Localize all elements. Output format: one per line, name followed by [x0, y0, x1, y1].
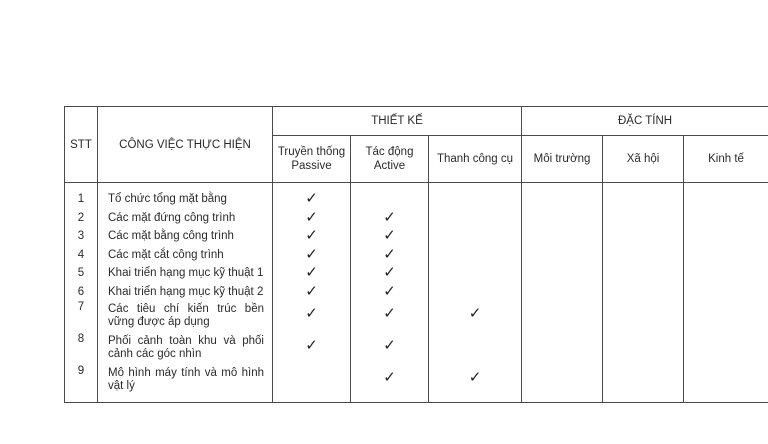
check-icon: ✓ — [383, 282, 396, 300]
row-task: Các tiêu chí kiến trúc bền vững được áp dụng — [108, 303, 264, 328]
check-icon: ✓ — [305, 245, 318, 263]
row-task: Các mặt bằng công trình — [108, 230, 234, 242]
header-stt: STT — [65, 107, 98, 183]
table-row — [98, 333, 272, 365]
check-icon: ✓ — [383, 227, 396, 244]
check-icon: ✓ — [305, 305, 318, 322]
table-row — [98, 283, 272, 302]
row-task: Các mặt đứng công trình — [108, 211, 236, 224]
row-number: 7 — [77, 301, 85, 313]
col-passive — [273, 183, 351, 403]
table-row — [273, 264, 350, 283]
check-icon: ✓ — [305, 282, 318, 300]
table-row — [65, 209, 97, 228]
row-task: Mô hình máy tính và mô hình vật lý — [108, 367, 264, 392]
table-row — [98, 190, 272, 209]
row-task: Phối cảnh toàn khu và phối cảnh các góc nhìn — [108, 335, 264, 360]
row-task: Các mặt cắt công trình — [108, 248, 224, 261]
check-icon: ✓ — [305, 227, 318, 244]
header-society: Xã hội — [603, 136, 684, 183]
table-row — [65, 333, 97, 365]
header-task: CÔNG VIỆC THỰC HIỆN — [98, 107, 273, 183]
table-row — [429, 264, 521, 283]
table-row — [273, 283, 350, 302]
table-row — [65, 283, 97, 302]
table-row — [429, 283, 521, 302]
work-table — [64, 106, 768, 403]
header-passive: Truyền thống Passive — [273, 136, 351, 183]
col-economy — [684, 183, 768, 403]
table-row — [429, 333, 521, 365]
table-row — [98, 365, 272, 397]
table-row — [429, 365, 521, 397]
table-row — [429, 209, 521, 228]
table-row — [429, 227, 521, 246]
header-properties-group: ĐẶC TÍNH — [522, 107, 768, 136]
check-icon: ✓ — [305, 337, 318, 354]
row-task: Khai triển hạng mục kỹ thuật 2 — [108, 285, 264, 298]
row-number: 2 — [77, 211, 85, 224]
table-row — [429, 301, 521, 333]
col-environment — [522, 183, 603, 403]
col-active — [351, 183, 429, 403]
table-row — [273, 301, 350, 333]
table-row — [273, 365, 350, 397]
row-number: 6 — [77, 285, 85, 298]
header-toolbar: Thanh công cụ — [429, 136, 522, 183]
check-icon: ✓ — [305, 190, 318, 207]
check-icon: ✓ — [383, 245, 396, 263]
table-row — [65, 264, 97, 283]
table-row — [98, 209, 272, 228]
row-number: 1 — [77, 193, 85, 205]
table-row — [273, 333, 350, 365]
table-row — [351, 246, 428, 265]
table-row — [351, 190, 428, 209]
row-number: 8 — [77, 333, 85, 345]
header-active: Tác động Active — [351, 136, 429, 183]
table-row — [273, 246, 350, 265]
table-row — [351, 301, 428, 333]
check-icon: ✓ — [383, 369, 396, 386]
table-row — [351, 333, 428, 365]
row-task: Tổ chức tổng mặt bằng — [108, 193, 227, 205]
table-row — [429, 246, 521, 265]
col-stt — [65, 183, 98, 403]
table-row — [351, 209, 428, 228]
check-icon: ✓ — [468, 305, 482, 322]
table-row — [65, 365, 97, 397]
check-icon: ✓ — [305, 264, 318, 281]
col-society — [603, 183, 684, 403]
row-number: 3 — [77, 230, 85, 242]
table-row — [98, 246, 272, 265]
table-row — [98, 227, 272, 246]
table-row — [65, 227, 97, 246]
table-row — [429, 190, 521, 209]
row-number: 5 — [77, 267, 85, 279]
table-row — [351, 264, 428, 283]
table-row — [98, 264, 272, 283]
table-row — [273, 227, 350, 246]
row-number: 9 — [77, 365, 85, 377]
check-icon: ✓ — [383, 264, 396, 281]
check-icon: ✓ — [305, 208, 318, 226]
header-economy: Kinh tế — [684, 136, 768, 183]
table-row — [273, 190, 350, 209]
table-row — [98, 301, 272, 333]
col-task — [98, 183, 273, 403]
table-row — [65, 301, 97, 333]
table-row — [351, 365, 428, 397]
check-icon: ✓ — [468, 369, 482, 386]
table-row — [273, 209, 350, 228]
col-toolbar — [429, 183, 522, 403]
check-icon: ✓ — [383, 337, 396, 354]
header-design-group: THIẾT KẾ — [273, 107, 522, 136]
check-icon: ✓ — [383, 208, 396, 226]
header-environment: Môi trường — [522, 136, 603, 183]
table-row — [351, 227, 428, 246]
table-row — [351, 283, 428, 302]
row-number: 4 — [77, 248, 85, 261]
table-row — [65, 246, 97, 265]
check-icon: ✓ — [383, 305, 396, 322]
table-row — [65, 190, 97, 209]
row-task: Khai triển hạng mục kỹ thuật 1 — [108, 267, 264, 279]
